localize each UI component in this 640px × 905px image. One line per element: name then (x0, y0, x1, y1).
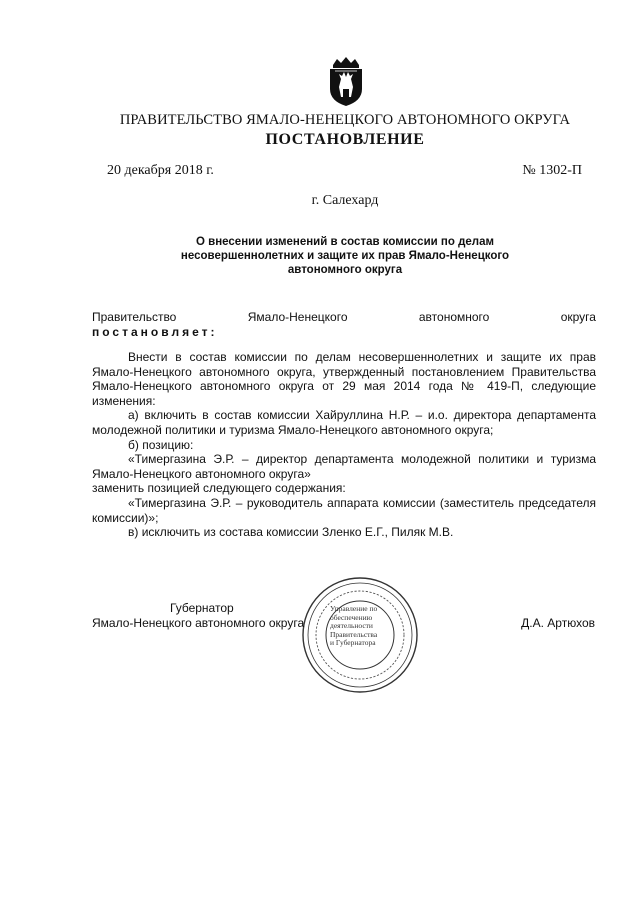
coat-of-arms-icon (327, 57, 365, 107)
body-paragraph: заменить позицией следующего содержания: (92, 481, 346, 496)
signer-name: Д.А. Артюхов (521, 616, 595, 630)
subject-line: несовершеннолетних и защите их прав Ямало-Ненецкого (180, 250, 510, 262)
body-paragraph: «Тимергазина Э.Р. – директор департамента молодежной политики и туризма Ямало-Ненецкого автономного округа» (92, 452, 596, 481)
seal-line: Правительства (330, 629, 378, 639)
preamble-word: автономного (418, 310, 490, 324)
preamble-line (92, 310, 596, 324)
body-paragraph: «Тимергазина Э.Р. – руководитель аппарата комиссии (заместитель председателя комиссии)»; (92, 495, 596, 525)
seal-line: деятельности (330, 621, 373, 631)
document-date: 20 декабря 2018 г. (107, 163, 214, 178)
body-paragraph: б) позицию: (128, 437, 194, 452)
signer-position-line1: Губернатор (170, 601, 234, 615)
document-body (92, 350, 596, 540)
subject-line: автономного округа (287, 264, 403, 276)
body-paragraph: Внести в состав комиссии по делам несовершеннолетних и защите их прав Ямало-Ненецкого автономного округа, утвержденный постановлением Правительства Ямало-Ненецкого автономного округа от 29 мая 2014 года № 419-П, следующие изменения: (92, 350, 596, 408)
subject-line: О внесении изменений в состав комиссии по делам (196, 236, 494, 248)
seal-line: и Губернатора (330, 638, 376, 648)
seal-line: Управление по (330, 604, 378, 613)
preamble-word: Ямало-Ненецкого (247, 310, 348, 324)
organization-title: ПРАВИТЕЛЬСТВО ЯМАЛО-НЕНЕЦКОГО АВТОНОМНОГО ОКРУГА (119, 112, 571, 128)
document-type: ПОСТАНОВЛЕНИЕ (265, 131, 425, 148)
document-city: г. Салехард (311, 193, 379, 208)
document-number: № 1302-П (522, 163, 582, 178)
preamble-word: округа (560, 310, 596, 324)
body-paragraph: а) включить в состав комиссии Хайруллина Н.Р. – и.о. директора департамента молодежной политики и туризма Ямало-Ненецкого автономного округа; (92, 408, 596, 437)
signer-position-line2: Ямало-Ненецкого автономного округа (92, 616, 305, 630)
seal-line: обеспечению (330, 612, 373, 622)
resolves-word: постановляет: (92, 325, 218, 339)
seal-inner-text (330, 605, 398, 648)
preamble-word: Правительство (92, 310, 177, 324)
document-subject (140, 235, 550, 277)
body-paragraph: в) исключить из состава комиссии Зленко Е.Г., Пиляк М.В. (128, 525, 454, 540)
